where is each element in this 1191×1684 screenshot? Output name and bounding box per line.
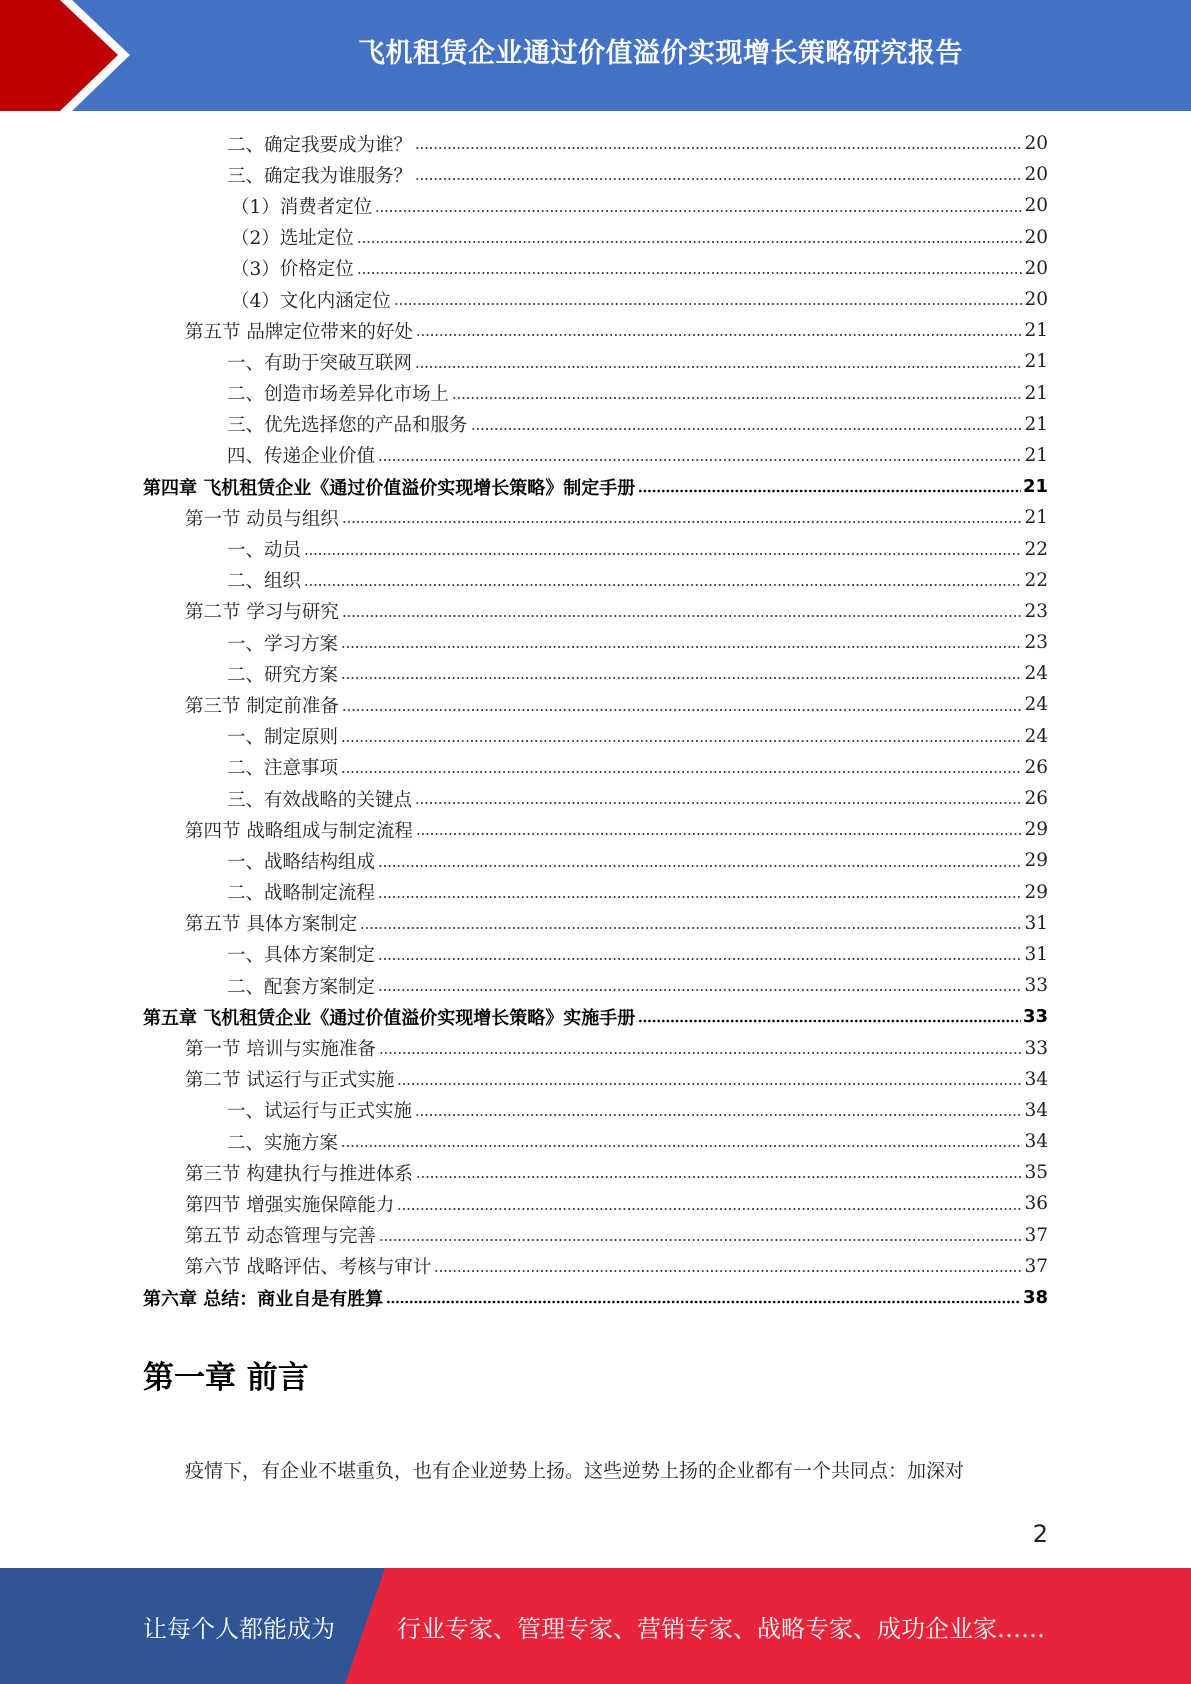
toc-dot-leader: [342, 707, 1023, 713]
toc-dot-leader: [341, 738, 1022, 744]
toc-entry-title: 一、有助于突破互联网: [227, 352, 413, 374]
toc-dot-leader: [378, 457, 1022, 463]
toc-entry-page: 20: [1024, 195, 1048, 217]
toc-entry-page: 33: [1024, 1037, 1048, 1059]
toc-dot-leader: [379, 1237, 1023, 1243]
toc-entry-page: 22: [1024, 569, 1048, 591]
toc-entry-page: 21: [1024, 413, 1048, 435]
toc-entry-title: 二、确定我要成为谁？: [227, 134, 413, 156]
toc-subsection-entry[interactable]: [143, 627, 1048, 658]
toc-section-entry[interactable]: [143, 596, 1048, 627]
toc-subsection-entry[interactable]: [143, 190, 1048, 221]
toc-subsection-entry[interactable]: [143, 1095, 1048, 1126]
toc-entry-page: 20: [1024, 226, 1048, 248]
toc-subsection-entry[interactable]: [143, 970, 1048, 1001]
toc-subsection-entry[interactable]: [143, 253, 1048, 284]
toc-dot-leader: [638, 1018, 1021, 1024]
toc-chapter-entry[interactable]: [143, 1001, 1048, 1032]
toc-entry-page: 20: [1024, 164, 1048, 186]
toc-subsection-entry[interactable]: [143, 440, 1048, 471]
toc-entry-title: 第一节 培训与实施准备: [185, 1039, 376, 1061]
header-arrow-decoration: [0, 0, 150, 111]
toc-dot-leader: [304, 551, 1022, 557]
toc-dot-leader: [386, 1299, 1021, 1305]
page-footer: [0, 1568, 1191, 1684]
toc-entry-title: 二、组织: [227, 571, 302, 593]
toc-entry-page: 20: [1024, 289, 1048, 311]
page-header: [0, 0, 1191, 111]
toc-entry-page: 31: [1024, 943, 1048, 965]
toc-entry-page: 34: [1024, 1099, 1048, 1121]
toc-entry-title: 四、传递企业价值: [227, 446, 376, 468]
toc-dot-leader: [434, 1268, 1022, 1274]
chapter-heading: 第一章 前言: [143, 1360, 309, 1396]
toc-dot-leader: [378, 863, 1022, 869]
toc-entry-page: 21: [1024, 320, 1048, 342]
toc-subsection-entry[interactable]: [143, 658, 1048, 689]
toc-dot-leader: [357, 239, 1023, 245]
toc-entry-page: 21: [1024, 444, 1048, 466]
toc-dot-leader: [342, 613, 1023, 619]
toc-entry-title: 三、有效战略的关键点: [227, 789, 413, 811]
toc-dot-leader: [341, 1143, 1022, 1149]
toc-dot-leader: [416, 831, 1023, 837]
toc-entry-title: 一、战略结构组成: [227, 851, 376, 873]
toc-dot-leader: [341, 675, 1022, 681]
toc-entry-title: 第六章 总结：商业自是有胜算: [143, 1288, 384, 1310]
toc-entry-title: 第五节 具体方案制定: [185, 914, 358, 936]
toc-dot-leader: [452, 395, 1022, 401]
table-of-contents: [143, 128, 1048, 1313]
toc-entry-title: 第五节 动态管理与完善: [185, 1226, 376, 1248]
toc-dot-leader: [378, 956, 1022, 962]
toc-entry-title: 一、制定原则: [227, 727, 339, 749]
toc-section-entry[interactable]: [143, 1188, 1048, 1219]
toc-subsection-entry[interactable]: [143, 877, 1048, 908]
toc-subsection-entry[interactable]: [143, 409, 1048, 440]
toc-entry-title: 一、具体方案制定: [227, 945, 376, 967]
toc-subsection-entry[interactable]: [143, 378, 1048, 409]
toc-section-entry[interactable]: [143, 1251, 1048, 1282]
toc-dot-leader: [379, 1050, 1023, 1056]
footer-slogan-left: 让每个人都能成为: [143, 1614, 335, 1643]
toc-dot-leader: [416, 332, 1023, 338]
toc-subsection-entry[interactable]: [143, 533, 1048, 564]
toc-entry-page: 21: [1022, 476, 1048, 498]
toc-entry-page: 20: [1024, 133, 1048, 155]
toc-entry-title: 二、实施方案: [227, 1132, 339, 1154]
toc-entry-title: 第四章 飞机租赁企业《通过价值溢价实现增长策略》制定手册: [143, 477, 636, 499]
toc-dot-leader: [378, 894, 1022, 900]
toc-dot-leader: [360, 925, 1022, 931]
toc-entry-page: 26: [1024, 788, 1048, 810]
toc-dot-leader: [415, 145, 1022, 151]
toc-entry-page: 36: [1024, 1193, 1048, 1215]
toc-entry-title: 第二节 试运行与正式实施: [185, 1070, 395, 1092]
toc-entry-page: 29: [1024, 881, 1048, 903]
toc-subsection-entry[interactable]: [143, 845, 1048, 876]
toc-section-entry[interactable]: [143, 814, 1048, 845]
toc-dot-leader: [357, 270, 1023, 276]
toc-entry-page: 23: [1024, 600, 1048, 622]
toc-dot-leader: [397, 1081, 1022, 1087]
toc-dot-leader: [415, 1112, 1022, 1118]
toc-entry-page: 24: [1024, 725, 1048, 747]
toc-entry-page: 34: [1024, 1131, 1048, 1153]
toc-entry-page: 29: [1024, 850, 1048, 872]
toc-entry-title: 第五节 品牌定位带来的好处: [185, 321, 413, 343]
toc-entry-title: 第六节 战略评估、考核与审计: [185, 1257, 432, 1279]
toc-subsection-entry[interactable]: [143, 721, 1048, 752]
toc-entry-page: 23: [1024, 632, 1048, 654]
toc-subsection-entry[interactable]: [143, 1126, 1048, 1157]
toc-entry-page: 33: [1022, 1006, 1048, 1028]
toc-entry-title: 三、确定我为谁服务？: [227, 165, 413, 187]
toc-subsection-entry[interactable]: [143, 783, 1048, 814]
toc-entry-title: 第五章 飞机租赁企业《通过价值溢价实现增长策略》实施手册: [143, 1007, 636, 1029]
toc-entry-title: 一、动员: [227, 540, 302, 562]
toc-subsection-entry[interactable]: [143, 346, 1048, 377]
toc-dot-leader: [304, 582, 1022, 588]
toc-entry-title: 第四节 战略组成与制定流程: [185, 820, 413, 842]
toc-section-entry[interactable]: [143, 1064, 1048, 1095]
toc-entry-title: 第一节 动员与组织: [185, 508, 339, 530]
toc-section-entry[interactable]: [143, 908, 1048, 939]
toc-section-entry[interactable]: [143, 1220, 1048, 1251]
toc-dot-leader: [416, 1174, 1023, 1180]
toc-section-entry[interactable]: [143, 689, 1048, 720]
toc-entry-page: 21: [1024, 507, 1048, 529]
toc-chapter-entry[interactable]: [143, 471, 1048, 502]
toc-entry-title: 二、创造市场差异化市场上: [227, 384, 450, 406]
toc-entry-title: 第二节 学习与研究: [185, 602, 339, 624]
toc-entry-title: 三、优先选择您的产品和服务: [227, 415, 468, 437]
toc-entry-title: 二、研究方案: [227, 664, 339, 686]
toc-entry-page: 35: [1024, 1162, 1048, 1184]
toc-dot-leader: [375, 208, 1022, 214]
toc-section-entry[interactable]: [143, 502, 1048, 533]
toc-entry-page: 22: [1024, 538, 1048, 560]
toc-subsection-entry[interactable]: [143, 752, 1048, 783]
toc-dot-leader: [471, 426, 1023, 432]
toc-subsection-entry[interactable]: [143, 284, 1048, 315]
toc-entry-title: 第三节 构建执行与推进体系: [185, 1163, 413, 1185]
toc-dot-leader: [378, 987, 1022, 993]
toc-entry-page: 24: [1024, 694, 1048, 716]
toc-subsection-entry[interactable]: [143, 939, 1048, 970]
toc-section-entry[interactable]: [143, 1032, 1048, 1063]
toc-entry-page: 33: [1024, 975, 1048, 997]
page-number: 2: [1032, 1520, 1048, 1548]
toc-dot-leader: [397, 1206, 1022, 1212]
toc-entry-title: 第三节 制定前准备: [185, 695, 339, 717]
toc-entry-page: 29: [1024, 819, 1048, 841]
toc-entry-page: 31: [1024, 912, 1048, 934]
body-paragraph: 疫情下，有企业不堪重负，也有企业逆势上扬。这些逆势上扬的企业都有一个共同点：加深对: [185, 1460, 965, 1482]
toc-entry-page: 38: [1022, 1287, 1048, 1309]
toc-dot-leader: [394, 301, 1023, 307]
toc-entry-title: 一、试运行与正式实施: [227, 1101, 413, 1123]
toc-dot-leader: [415, 364, 1022, 370]
toc-entry-page: 26: [1024, 756, 1048, 778]
toc-entry-title: 二、配套方案制定: [227, 976, 376, 998]
toc-subsection-entry[interactable]: [143, 565, 1048, 596]
toc-entry-title: 一、学习方案: [227, 633, 339, 655]
toc-dot-leader: [341, 769, 1022, 775]
toc-subsection-entry[interactable]: [143, 222, 1048, 253]
toc-entry-page: 37: [1024, 1224, 1048, 1246]
toc-dot-leader: [415, 800, 1022, 806]
toc-entry-page: 21: [1024, 382, 1048, 404]
toc-entry-title: （4）文化内涵定位: [231, 290, 391, 312]
toc-subsection-entry[interactable]: [143, 128, 1048, 159]
footer-slogan-right: 行业专家、管理专家、营销专家、战略专家、成功企业家……: [397, 1614, 1045, 1643]
toc-entry-page: 37: [1024, 1255, 1048, 1277]
toc-entry-title: 二、战略制定流程: [227, 883, 376, 905]
toc-section-entry[interactable]: [143, 1157, 1048, 1188]
toc-entry-page: 20: [1024, 257, 1048, 279]
report-title: 飞机租赁企业通过价值溢价实现增长策略研究报告: [358, 37, 963, 69]
toc-dot-leader: [638, 488, 1021, 494]
toc-entry-title: （1）消费者定位: [231, 196, 373, 218]
toc-entry-title: 二、注意事项: [227, 758, 339, 780]
toc-dot-leader: [342, 519, 1023, 525]
toc-subsection-entry[interactable]: [143, 159, 1048, 190]
toc-chapter-entry[interactable]: [143, 1282, 1048, 1313]
toc-entry-title: （2）选址定位: [231, 228, 354, 250]
toc-entry-page: 34: [1024, 1068, 1048, 1090]
toc-dot-leader: [415, 176, 1022, 182]
toc-entry-page: 21: [1024, 351, 1048, 373]
toc-entry-title: （3）价格定位: [231, 259, 354, 281]
toc-dot-leader: [341, 644, 1022, 650]
toc-section-entry[interactable]: [143, 315, 1048, 346]
toc-entry-title: 第四节 增强实施保障能力: [185, 1194, 395, 1216]
toc-entry-page: 24: [1024, 663, 1048, 685]
